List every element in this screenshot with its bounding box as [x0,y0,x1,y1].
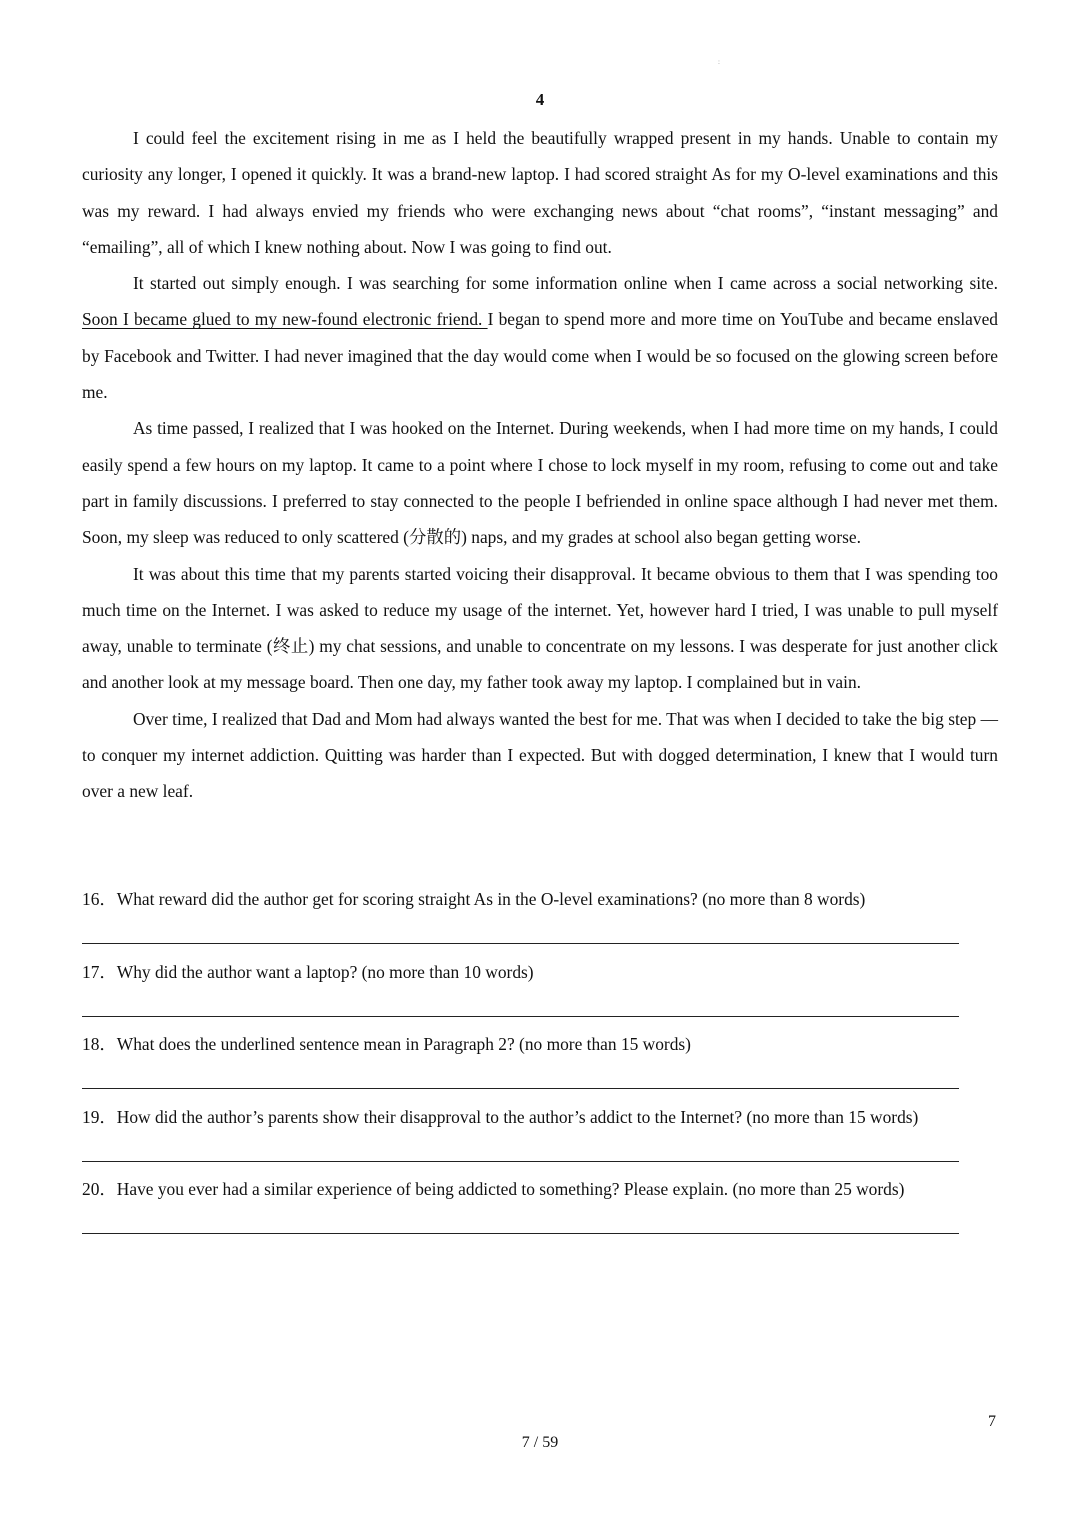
question-16-text [82,881,865,917]
question-number: 16． [82,889,117,909]
underlined-sentence: Soon I became glued to my new-found electronic friend. [82,309,488,330]
paragraph-4: It was about this time that my parents started voicing their disapproval. It became obvious to them that I was spending too much time on the Internet. I was asked to reduce my usage of the internet. Yet, however hard I tried, I was unable to pull myself away, unable to terminate (终止) my chat sessions, and unable to concentrate on my lessons. I was desperate for just another click and another look at my message board. Then one day, my father took away my laptop. I complained but in vain. [82,563,998,693]
paragraph-2-end: I began to spend more and more time on YouTube and became enslaved by Facebook and Twitter. I had never imagined that the day would come when I would be so focused on the glowing screen before me. [82,309,998,403]
paragraph-1: I could feel the excitement rising in me as I held the beautifully wrapped present in my hands. Unable to contain my curiosity any longer, I opened it quickly. It was a brand-new laptop. I had scored straight As for my O-level examinations and this was my reward. I had always envied my friends who were exchanging news about “chat rooms”, “instant messaging” and “emailing”, all of which I knew nothing about. Now I was going to find out. [82,128,998,257]
question-number: 20． [82,1179,117,1200]
question-20-text [82,1171,904,1207]
scan-mark: : [718,58,720,66]
question-17 [82,954,1002,1027]
question-prompt: Have you ever had a similar experience of being addicted to something? Please explain. (no more than 25 words) [116,1179,905,1200]
question-prompt: How did the author’s parents show their disapproval to the author’s addict to the Internet? (no more than 15 words) [116,1106,919,1127]
paragraph-2 [82,265,998,410]
question-17-text [82,954,534,990]
question-19 [82,1099,1002,1172]
question-18-text [82,1026,691,1062]
question-19-text [82,1099,918,1135]
reading-passage [82,120,998,810]
answer-line-18[interactable] [82,1088,959,1089]
paragraph-5: Over time, I realized that Dad and Mom had always wanted the best for me. That was when I decided to take the big step — to conquer my internet addiction. Quitting was harder than I expected. But with dogged determination, I knew that I would turn over a new leaf. [82,708,998,802]
question-number: 19． [82,1106,117,1127]
paragraph-3: As time passed, I realized that I was hooked on the Internet. During weekends, when I had more time on my hands, I could easily spend a few hours on my laptop. It came to a point where I chose to lock myself in my room, refusing to come out and take part in family discussions. I preferred to stay connected to the people I befriended in online space although I had never met them. Soon, my sleep was reduced to only scattered (分散的) naps, and my grades at school also began getting worse. [82,418,998,548]
section-number: 4 [535,90,545,109]
answer-line-17[interactable] [82,1016,959,1017]
question-number: 18． [82,1034,117,1055]
corner-page-number: 7 [988,1413,996,1430]
question-18 [82,1026,1002,1099]
answer-line-19[interactable] [82,1161,959,1162]
question-prompt: Why did the author want a laptop? (no more than 10 words) [116,961,534,982]
page-indicator: 7 / 59 [521,1434,559,1451]
paragraph-2-start: It started out simply enough. I was searching for some information online when I came across a social networking site. [133,273,998,294]
question-20 [82,1171,1002,1244]
question-16 [82,881,1002,954]
question-list [82,881,1002,1244]
question-prompt: What does the underlined sentence mean in Paragraph 2? (no more than 15 words) [116,1034,691,1055]
question-number: 17． [82,961,117,982]
question-prompt: What reward did the author get for scoring straight As in the O-level examinations? (no more than 8 words) [116,889,866,909]
answer-line-16[interactable] [82,943,959,944]
answer-line-20[interactable] [82,1233,959,1234]
